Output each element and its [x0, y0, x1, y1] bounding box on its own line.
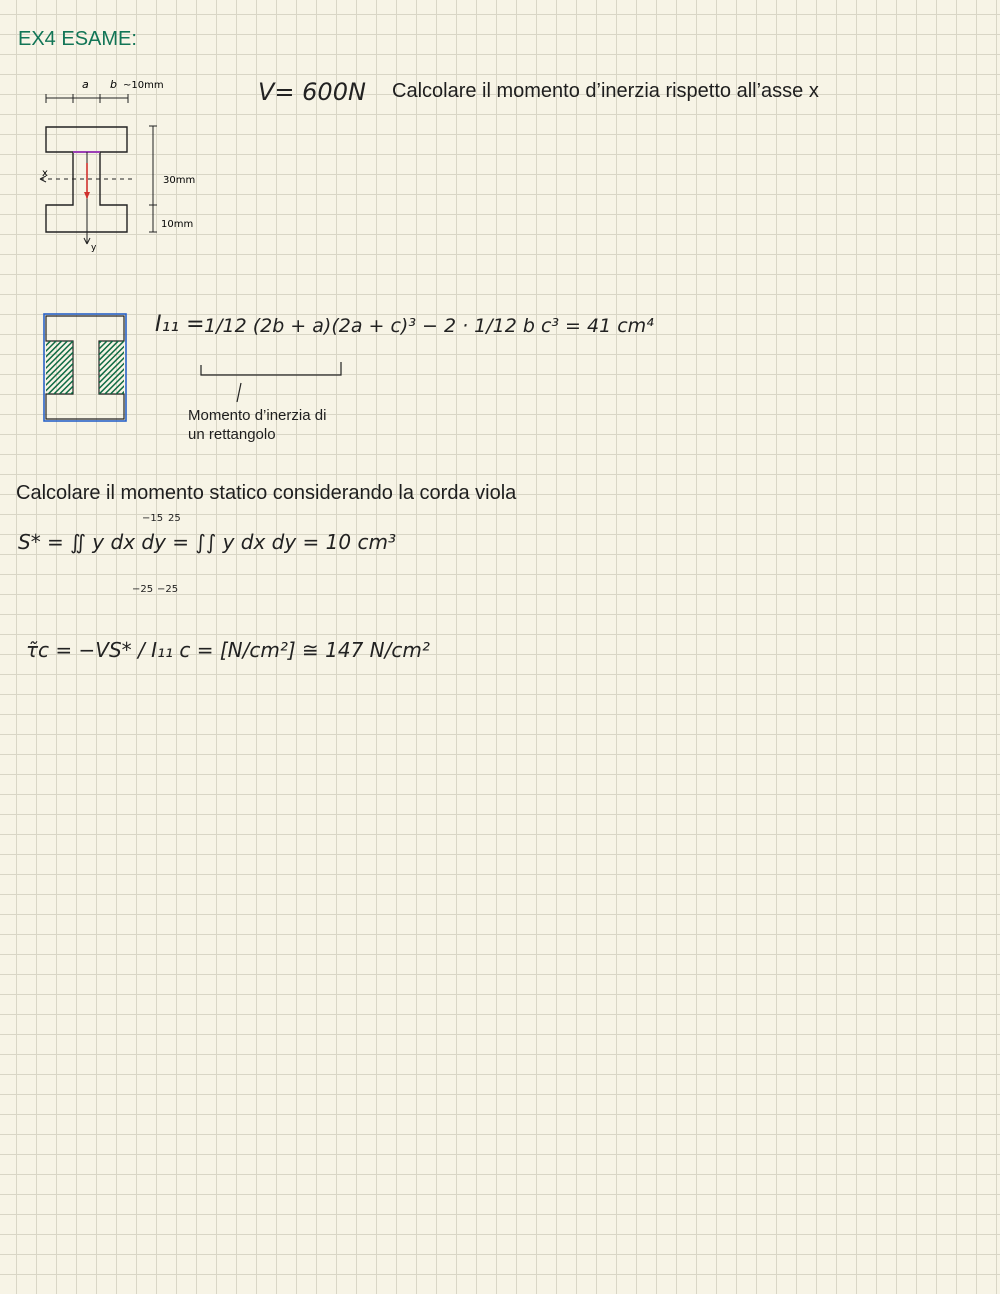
x-axis-label: x: [42, 168, 48, 179]
inertia-instruction: Calcolare il momento d’inerzia rispetto all’asse x: [392, 80, 819, 102]
static-moment-instruction: Calcolare il momento statico considerando la corda viola: [16, 482, 517, 504]
dim-a: a: [82, 78, 89, 91]
dim-flange: 10mm: [161, 219, 194, 230]
underbrace: [0, 0, 360, 410]
limit-upper-2: 25: [168, 513, 181, 524]
dim-top: ~10mm: [123, 80, 164, 91]
annotation-line2: un rettangolo: [188, 426, 276, 443]
shear-formula: τ̃c = −VS* / I₁₁ c = [N/cm²] ≅ 147 N/cm²: [26, 638, 430, 662]
y-axis-label: y: [91, 243, 97, 253]
force-label: V= 600N: [258, 78, 366, 106]
page-title: EX4 ESAME:: [18, 28, 137, 50]
annotation-line1: Momento d’inerzia di: [188, 407, 327, 424]
static-moment-formula: S* = ∬ y dx dy = ∫∫ y dx dy = 10 cm³: [18, 530, 396, 554]
dim-b: b: [110, 78, 117, 91]
limit-upper-1: −15: [142, 513, 164, 524]
inertia-lhs: I₁₁ =: [155, 312, 205, 337]
limit-lower-1: −25: [132, 584, 154, 595]
inertia-formula: 1/12 (2b + a)(2a + c)³ − 2 · 1/12 b c³ = 41 cm⁴: [204, 315, 654, 337]
limit-lower-2: −25: [157, 584, 179, 595]
dim-height: 30mm: [163, 175, 196, 186]
